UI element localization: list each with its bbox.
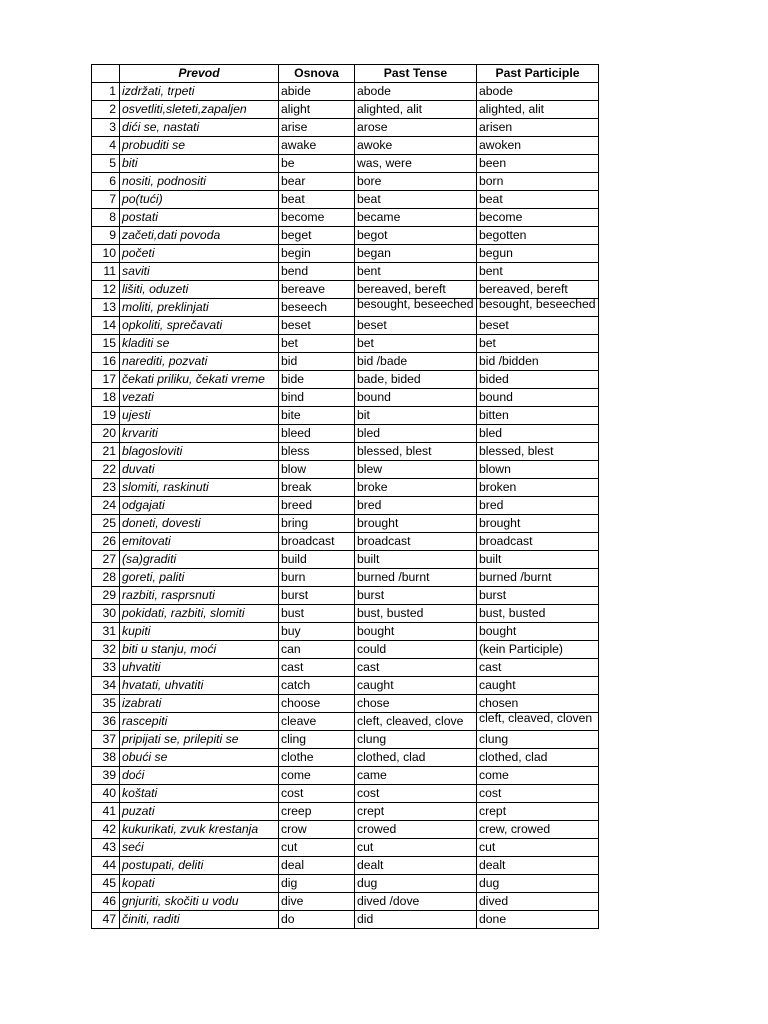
past-participle-cell: cost <box>477 785 599 803</box>
prevod-cell: kopati <box>120 875 279 893</box>
table-row <box>92 713 599 731</box>
past-tense-cell: begot <box>355 227 477 245</box>
row-number-cell: 41 <box>92 803 120 821</box>
prevod-cell: (sa)graditi <box>120 551 279 569</box>
prevod-cell: razbiti, rasprsnuti <box>120 587 279 605</box>
row-number-cell: 30 <box>92 605 120 623</box>
header-number <box>92 65 120 83</box>
past-participle-cell: cleft, cleaved, cloven <box>477 713 599 731</box>
table-row <box>92 425 599 443</box>
table-row <box>92 83 599 101</box>
row-number-cell: 39 <box>92 767 120 785</box>
prevod-cell: moliti, preklinjati <box>120 299 279 317</box>
row-number-cell: 43 <box>92 839 120 857</box>
osnova-cell: cling <box>279 731 355 749</box>
prevod-cell: doći <box>120 767 279 785</box>
past-participle-cell: bound <box>477 389 599 407</box>
prevod-cell: krvariti <box>120 425 279 443</box>
past-participle-cell: (kein Participle) <box>477 641 599 659</box>
osnova-cell: beat <box>279 191 355 209</box>
past-participle-cell: burst <box>477 587 599 605</box>
prevod-cell: saviti <box>120 263 279 281</box>
osnova-cell: cleave <box>279 713 355 731</box>
table-row <box>92 569 599 587</box>
osnova-cell: choose <box>279 695 355 713</box>
past-participle-cell: clung <box>477 731 599 749</box>
row-number-cell: 18 <box>92 389 120 407</box>
row-number-cell: 32 <box>92 641 120 659</box>
table-row <box>92 479 599 497</box>
table-body <box>92 83 599 929</box>
past-tense-cell: broadcast <box>355 533 477 551</box>
past-participle-cell: bred <box>477 497 599 515</box>
verb-table <box>91 64 599 929</box>
past-tense-cell: beat <box>355 191 477 209</box>
row-number-cell: 47 <box>92 911 120 929</box>
osnova-cell: burn <box>279 569 355 587</box>
osnova-cell: crow <box>279 821 355 839</box>
prevod-cell: doneti, dovesti <box>120 515 279 533</box>
row-number-cell: 12 <box>92 281 120 299</box>
osnova-cell: bereave <box>279 281 355 299</box>
row-number-cell: 26 <box>92 533 120 551</box>
osnova-cell: bet <box>279 335 355 353</box>
past-participle-cell: bet <box>477 335 599 353</box>
past-participle-cell: clothed, clad <box>477 749 599 767</box>
prevod-cell: vezati <box>120 389 279 407</box>
prevod-cell: postati <box>120 209 279 227</box>
past-tense-cell: burst <box>355 587 477 605</box>
past-tense-cell: blessed, blest <box>355 443 477 461</box>
past-participle-cell: cast <box>477 659 599 677</box>
prevod-cell: narediti, pozvati <box>120 353 279 371</box>
prevod-cell: nositi, podnositi <box>120 173 279 191</box>
past-tense-cell: came <box>355 767 477 785</box>
table-row <box>92 227 599 245</box>
row-number-cell: 25 <box>92 515 120 533</box>
osnova-cell: bless <box>279 443 355 461</box>
table-row <box>92 191 599 209</box>
past-participle-cell: bereaved, bereft <box>477 281 599 299</box>
prevod-cell: izabrati <box>120 695 279 713</box>
row-number-cell: 34 <box>92 677 120 695</box>
past-participle-cell: dived <box>477 893 599 911</box>
row-number-cell: 29 <box>92 587 120 605</box>
row-number-cell: 14 <box>92 317 120 335</box>
past-participle-cell: blown <box>477 461 599 479</box>
row-number-cell: 3 <box>92 119 120 137</box>
past-tense-cell: blew <box>355 461 477 479</box>
table-row <box>92 749 599 767</box>
table-row <box>92 173 599 191</box>
table-row <box>92 659 599 677</box>
row-number-cell: 37 <box>92 731 120 749</box>
past-participle-cell: bled <box>477 425 599 443</box>
past-tense-cell: became <box>355 209 477 227</box>
past-tense-cell: broke <box>355 479 477 497</box>
header-prevod: Prevod <box>120 65 279 83</box>
past-participle-cell: bought <box>477 623 599 641</box>
past-participle-cell: abode <box>477 83 599 101</box>
past-tense-cell: bit <box>355 407 477 425</box>
row-number-cell: 5 <box>92 155 120 173</box>
past-participle-cell: bid /bidden <box>477 353 599 371</box>
prevod-cell: slomiti, raskinuti <box>120 479 279 497</box>
prevod-cell: pokidati, razbiti, slomiti <box>120 605 279 623</box>
prevod-cell: čekati priliku, čekati vreme <box>120 371 279 389</box>
prevod-cell: po(tući) <box>120 191 279 209</box>
table-row <box>92 137 599 155</box>
past-tense-cell: cut <box>355 839 477 857</box>
past-tense-cell: bet <box>355 335 477 353</box>
row-number-cell: 38 <box>92 749 120 767</box>
past-participle-cell: chosen <box>477 695 599 713</box>
past-participle-cell: been <box>477 155 599 173</box>
table-row <box>92 731 599 749</box>
past-participle-cell: besought, beseeched <box>477 299 599 317</box>
osnova-cell: dig <box>279 875 355 893</box>
table-row <box>92 587 599 605</box>
osnova-cell: cost <box>279 785 355 803</box>
past-participle-cell: bent <box>477 263 599 281</box>
past-tense-cell: bought <box>355 623 477 641</box>
row-number-cell: 10 <box>92 245 120 263</box>
past-participle-cell: begotten <box>477 227 599 245</box>
prevod-cell: kladiti se <box>120 335 279 353</box>
table-row <box>92 209 599 227</box>
prevod-cell: emitovati <box>120 533 279 551</box>
past-tense-cell: bid /bade <box>355 353 477 371</box>
header-past-participle: Past Participle <box>477 65 599 83</box>
prevod-cell: seći <box>120 839 279 857</box>
table-row <box>92 893 599 911</box>
osnova-cell: beseech <box>279 299 355 317</box>
row-number-cell: 46 <box>92 893 120 911</box>
past-tense-cell: was, were <box>355 155 477 173</box>
past-tense-cell: cast <box>355 659 477 677</box>
prevod-cell: kukurikati, zvuk krestanja <box>120 821 279 839</box>
row-number-cell: 20 <box>92 425 120 443</box>
row-number-cell: 8 <box>92 209 120 227</box>
row-number-cell: 27 <box>92 551 120 569</box>
osnova-cell: bide <box>279 371 355 389</box>
past-tense-cell: beset <box>355 317 477 335</box>
table-row <box>92 443 599 461</box>
prevod-cell: kupiti <box>120 623 279 641</box>
table-row <box>92 785 599 803</box>
prevod-cell: blagosloviti <box>120 443 279 461</box>
prevod-cell: uhvatiti <box>120 659 279 677</box>
past-tense-cell: alighted, alit <box>355 101 477 119</box>
row-number-cell: 35 <box>92 695 120 713</box>
table-row <box>92 119 599 137</box>
osnova-cell: cut <box>279 839 355 857</box>
past-tense-cell: cost <box>355 785 477 803</box>
past-tense-cell: bound <box>355 389 477 407</box>
past-participle-cell: burned /burnt <box>477 569 599 587</box>
table-row <box>92 407 599 425</box>
row-number-cell: 44 <box>92 857 120 875</box>
osnova-cell: can <box>279 641 355 659</box>
row-number-cell: 2 <box>92 101 120 119</box>
past-tense-cell: besought, beseeched <box>355 299 477 317</box>
table-row <box>92 389 599 407</box>
row-number-cell: 13 <box>92 299 120 317</box>
row-number-cell: 16 <box>92 353 120 371</box>
past-tense-cell: burned /burnt <box>355 569 477 587</box>
past-participle-cell: blessed, blest <box>477 443 599 461</box>
table-row <box>92 281 599 299</box>
past-tense-cell: bent <box>355 263 477 281</box>
past-participle-cell: born <box>477 173 599 191</box>
past-tense-cell: chose <box>355 695 477 713</box>
osnova-cell: bleed <box>279 425 355 443</box>
past-tense-cell: dealt <box>355 857 477 875</box>
osnova-cell: come <box>279 767 355 785</box>
prevod-cell: lišiti, oduzeti <box>120 281 279 299</box>
past-participle-cell: cut <box>477 839 599 857</box>
past-participle-cell: crept <box>477 803 599 821</box>
past-tense-cell: bade, bided <box>355 371 477 389</box>
osnova-cell: bust <box>279 605 355 623</box>
prevod-cell: puzati <box>120 803 279 821</box>
past-participle-cell: broken <box>477 479 599 497</box>
past-participle-cell: built <box>477 551 599 569</box>
past-participle-cell: bust, busted <box>477 605 599 623</box>
table-row <box>92 317 599 335</box>
table-row <box>92 533 599 551</box>
past-participle-cell: awoken <box>477 137 599 155</box>
past-participle-cell: begun <box>477 245 599 263</box>
prevod-cell: dići se, nastati <box>120 119 279 137</box>
table-row <box>92 353 599 371</box>
row-number-cell: 9 <box>92 227 120 245</box>
osnova-cell: broadcast <box>279 533 355 551</box>
prevod-cell: biti u stanju, moći <box>120 641 279 659</box>
osnova-cell: clothe <box>279 749 355 767</box>
table-row <box>92 911 599 929</box>
table-row <box>92 461 599 479</box>
table-row <box>92 767 599 785</box>
osnova-cell: be <box>279 155 355 173</box>
table-row <box>92 677 599 695</box>
past-tense-cell: brought <box>355 515 477 533</box>
row-number-cell: 45 <box>92 875 120 893</box>
row-number-cell: 24 <box>92 497 120 515</box>
past-participle-cell: beat <box>477 191 599 209</box>
osnova-cell: breed <box>279 497 355 515</box>
prevod-cell: odgajati <box>120 497 279 515</box>
table-row <box>92 623 599 641</box>
row-number-cell: 40 <box>92 785 120 803</box>
osnova-cell: bind <box>279 389 355 407</box>
header-past-tense: Past Tense <box>355 65 477 83</box>
table-row <box>92 605 599 623</box>
table-row <box>92 857 599 875</box>
past-participle-cell: dug <box>477 875 599 893</box>
past-participle-cell: come <box>477 767 599 785</box>
row-number-cell: 42 <box>92 821 120 839</box>
row-number-cell: 22 <box>92 461 120 479</box>
osnova-cell: beget <box>279 227 355 245</box>
past-tense-cell: abode <box>355 83 477 101</box>
osnova-cell: awake <box>279 137 355 155</box>
past-participle-cell: caught <box>477 677 599 695</box>
osnova-cell: blow <box>279 461 355 479</box>
osnova-cell: creep <box>279 803 355 821</box>
past-tense-cell: cleft, cleaved, clove <box>355 713 477 731</box>
row-number-cell: 21 <box>92 443 120 461</box>
osnova-cell: bid <box>279 353 355 371</box>
osnova-cell: burst <box>279 587 355 605</box>
prevod-cell: ujesti <box>120 407 279 425</box>
prevod-cell: osvetliti,sleteti,zapaljen <box>120 101 279 119</box>
osnova-cell: buy <box>279 623 355 641</box>
table-row <box>92 245 599 263</box>
table-row <box>92 497 599 515</box>
past-tense-cell: caught <box>355 677 477 695</box>
row-number-cell: 7 <box>92 191 120 209</box>
past-tense-cell: dived /dove <box>355 893 477 911</box>
prevod-cell: hvatati, uhvatiti <box>120 677 279 695</box>
prevod-cell: gnjuriti, skočiti u vodu <box>120 893 279 911</box>
past-participle-cell: alighted, alit <box>477 101 599 119</box>
table-row <box>92 821 599 839</box>
osnova-cell: cast <box>279 659 355 677</box>
osnova-cell: arise <box>279 119 355 137</box>
past-tense-cell: clothed, clad <box>355 749 477 767</box>
prevod-cell: duvati <box>120 461 279 479</box>
prevod-cell: biti <box>120 155 279 173</box>
past-tense-cell: could <box>355 641 477 659</box>
osnova-cell: break <box>279 479 355 497</box>
prevod-cell: izdržati, trpeti <box>120 83 279 101</box>
past-tense-cell: crept <box>355 803 477 821</box>
past-tense-cell: bust, busted <box>355 605 477 623</box>
osnova-cell: abide <box>279 83 355 101</box>
past-participle-cell: arisen <box>477 119 599 137</box>
past-tense-cell: bereaved, bereft <box>355 281 477 299</box>
prevod-cell: koštati <box>120 785 279 803</box>
osnova-cell: catch <box>279 677 355 695</box>
osnova-cell: bring <box>279 515 355 533</box>
table-row <box>92 803 599 821</box>
table-row <box>92 101 599 119</box>
table-row <box>92 263 599 281</box>
prevod-cell: početi <box>120 245 279 263</box>
past-participle-cell: brought <box>477 515 599 533</box>
osnova-cell: build <box>279 551 355 569</box>
prevod-cell: probuditi se <box>120 137 279 155</box>
table-row <box>92 299 599 317</box>
past-tense-cell: bled <box>355 425 477 443</box>
past-tense-cell: began <box>355 245 477 263</box>
row-number-cell: 36 <box>92 713 120 731</box>
header-osnova: Osnova <box>279 65 355 83</box>
osnova-cell: dive <box>279 893 355 911</box>
past-tense-cell: awoke <box>355 137 477 155</box>
row-number-cell: 1 <box>92 83 120 101</box>
table-row <box>92 371 599 389</box>
prevod-cell: rascepiti <box>120 713 279 731</box>
row-number-cell: 31 <box>92 623 120 641</box>
past-tense-cell: crowed <box>355 821 477 839</box>
prevod-cell: postupati, deliti <box>120 857 279 875</box>
table-row <box>92 155 599 173</box>
osnova-cell: deal <box>279 857 355 875</box>
row-number-cell: 11 <box>92 263 120 281</box>
past-participle-cell: become <box>477 209 599 227</box>
row-number-cell: 28 <box>92 569 120 587</box>
row-number-cell: 4 <box>92 137 120 155</box>
prevod-cell: činiti, raditi <box>120 911 279 929</box>
past-participle-cell: done <box>477 911 599 929</box>
past-tense-cell: dug <box>355 875 477 893</box>
table-row <box>92 839 599 857</box>
osnova-cell: begin <box>279 245 355 263</box>
osnova-cell: bite <box>279 407 355 425</box>
osnova-cell: bear <box>279 173 355 191</box>
past-participle-cell: beset <box>477 317 599 335</box>
past-participle-cell: dealt <box>477 857 599 875</box>
row-number-cell: 15 <box>92 335 120 353</box>
osnova-cell: alight <box>279 101 355 119</box>
row-number-cell: 33 <box>92 659 120 677</box>
past-participle-cell: bitten <box>477 407 599 425</box>
table-row <box>92 515 599 533</box>
osnova-cell: beset <box>279 317 355 335</box>
osnova-cell: become <box>279 209 355 227</box>
past-participle-cell: crew, crowed <box>477 821 599 839</box>
row-number-cell: 19 <box>92 407 120 425</box>
osnova-cell: do <box>279 911 355 929</box>
header-row <box>92 65 599 83</box>
past-tense-cell: arose <box>355 119 477 137</box>
prevod-cell: goreti, paliti <box>120 569 279 587</box>
row-number-cell: 6 <box>92 173 120 191</box>
past-tense-cell: bore <box>355 173 477 191</box>
past-participle-cell: broadcast <box>477 533 599 551</box>
osnova-cell: bend <box>279 263 355 281</box>
prevod-cell: opkoliti, sprečavati <box>120 317 279 335</box>
past-tense-cell: did <box>355 911 477 929</box>
table-row <box>92 641 599 659</box>
prevod-cell: obući se <box>120 749 279 767</box>
past-tense-cell: clung <box>355 731 477 749</box>
prevod-cell: začeti,dati povoda <box>120 227 279 245</box>
row-number-cell: 23 <box>92 479 120 497</box>
past-tense-cell: built <box>355 551 477 569</box>
table-row <box>92 551 599 569</box>
table-row <box>92 875 599 893</box>
past-participle-cell: bided <box>477 371 599 389</box>
prevod-cell: pripijati se, prilepiti se <box>120 731 279 749</box>
table-row <box>92 335 599 353</box>
row-number-cell: 17 <box>92 371 120 389</box>
past-tense-cell: bred <box>355 497 477 515</box>
table-row <box>92 695 599 713</box>
